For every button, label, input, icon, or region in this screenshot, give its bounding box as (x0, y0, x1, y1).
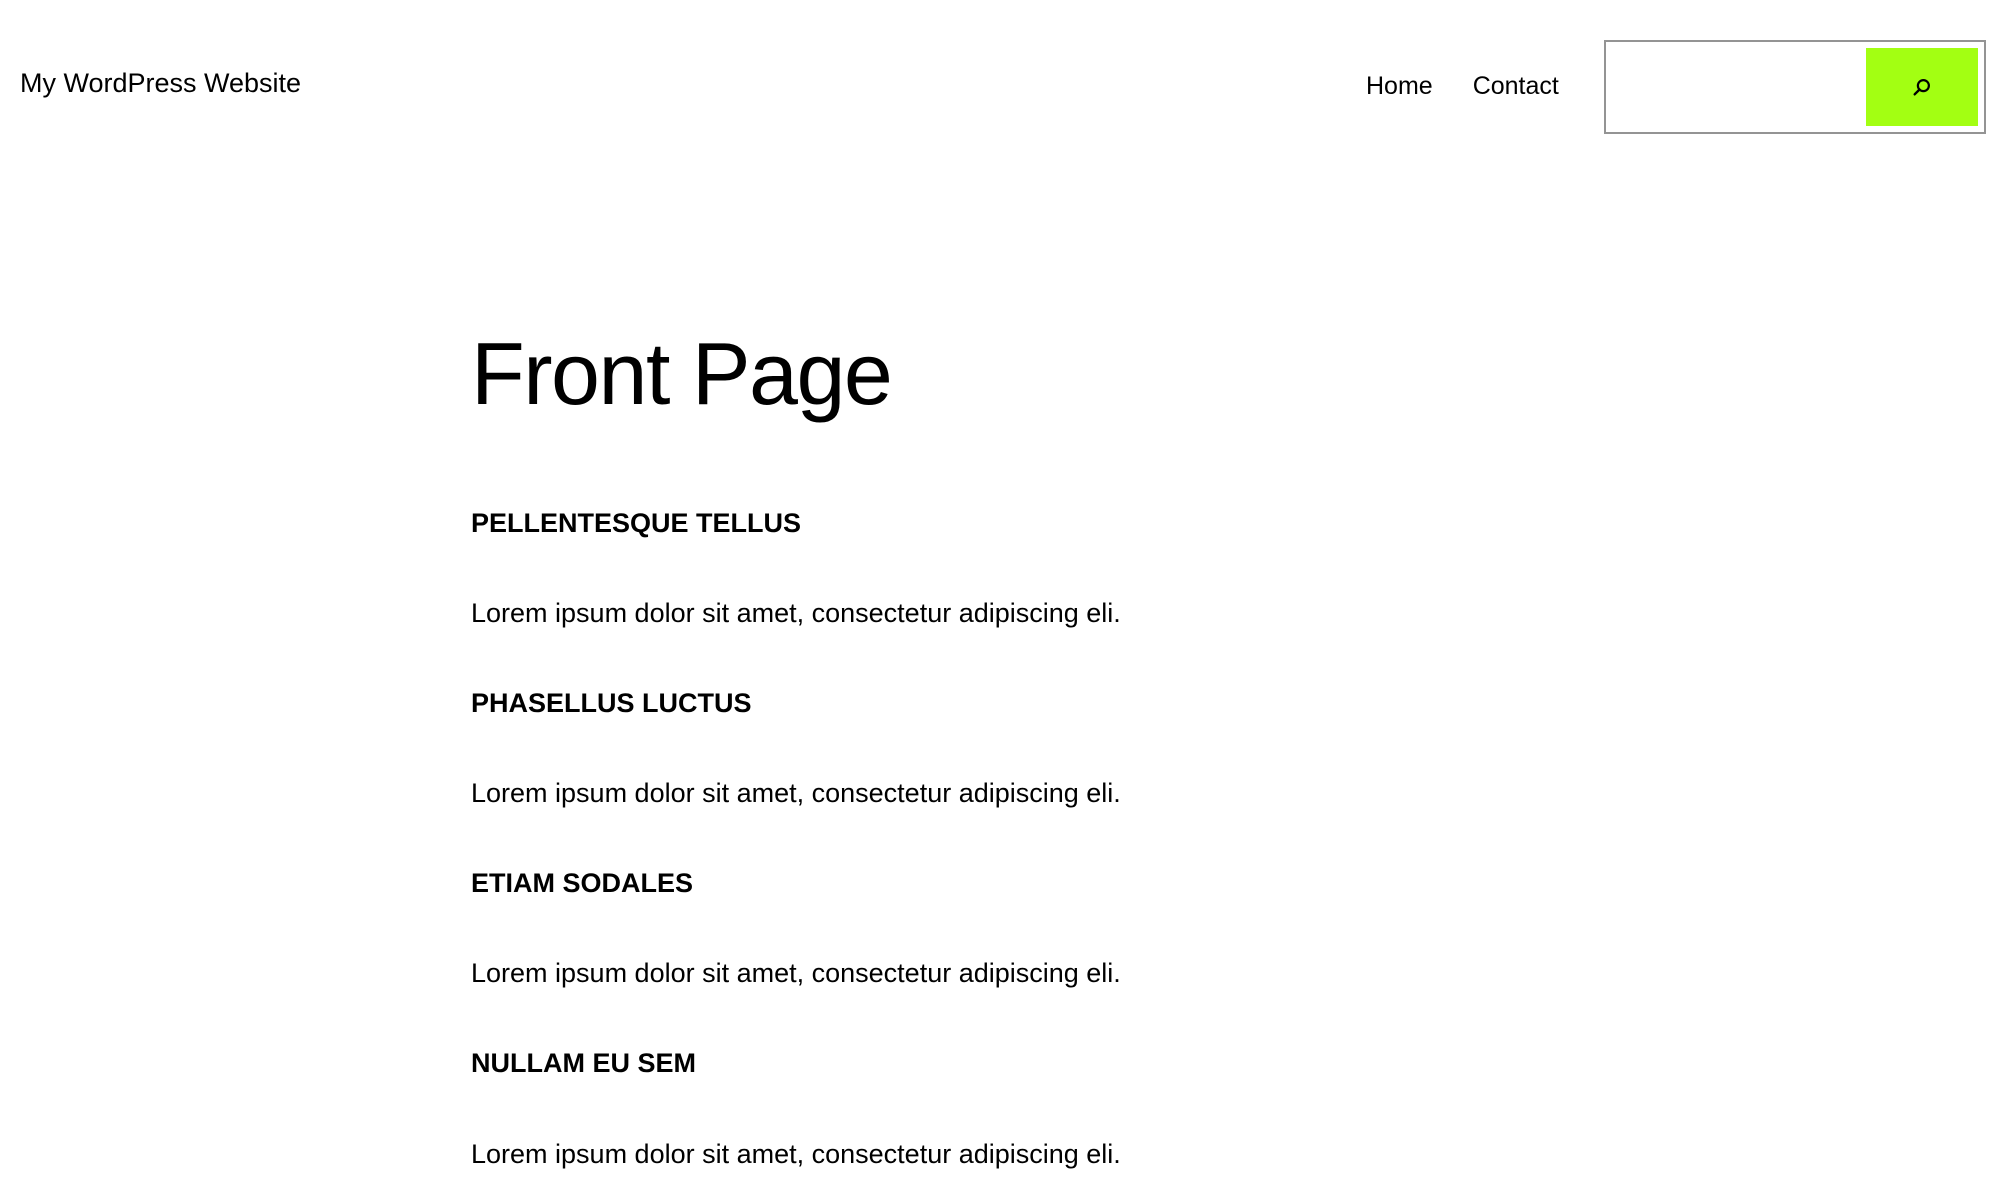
primary-nav (1366, 74, 1559, 99)
search-input[interactable] (1614, 49, 1864, 127)
section-heading: PELLENTESQUE TELLUS (471, 508, 802, 538)
search-form (1604, 40, 1986, 134)
section-text: Lorem ipsum dolor sit amet, consectetur adipiscing eli. (471, 1139, 1121, 1169)
page-title: Front Page (471, 324, 892, 423)
section-heading: NULLAM EU SEM (471, 1048, 696, 1078)
site-title[interactable]: My WordPress Website (20, 68, 302, 98)
section-text: Lorem ipsum dolor sit amet, consectetur adipiscing eli. (471, 778, 1121, 808)
search-icon (1911, 76, 1933, 98)
nav-item-contact[interactable]: Contact (1472, 72, 1559, 100)
nav-item-home[interactable]: Home (1366, 72, 1433, 100)
main-content (471, 324, 1571, 1169)
section-heading: PHASELLUS LUCTUS (471, 688, 752, 718)
section-text: Lorem ipsum dolor sit amet, consectetur adipiscing eli. (471, 958, 1121, 988)
section-heading: ETIAM SODALES (471, 868, 694, 898)
search-button[interactable] (1866, 48, 1978, 126)
section-text: Lorem ipsum dolor sit amet, consectetur adipiscing eli. (471, 598, 1121, 628)
